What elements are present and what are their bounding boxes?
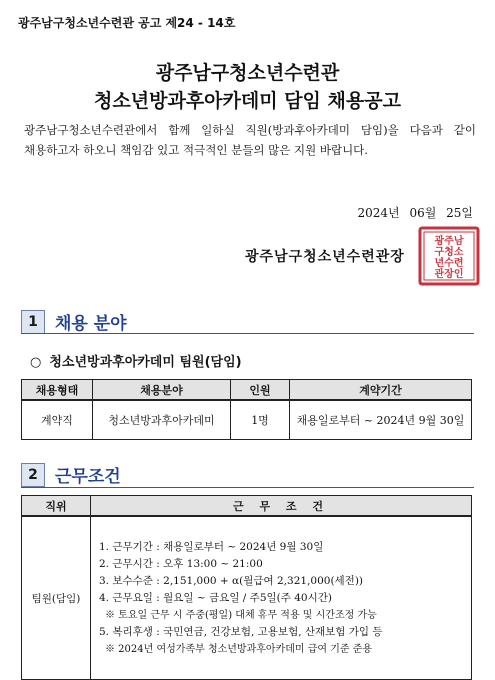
circle-bullet-icon: ○ [30, 355, 42, 370]
table-header-row [22, 380, 472, 401]
table-header: 채용분야 [93, 380, 231, 401]
section-recruitment [21, 309, 127, 334]
table-row [22, 516, 472, 680]
page-title-line2: 청소년방과후아카데미 담임 채용공고 [94, 90, 401, 112]
table-header: 계약기간 [290, 380, 472, 401]
section-label: 근무조건 [55, 467, 121, 487]
condition-line: 1. 근무기간 : 채용일로부터 ~ 2024년 9월 30일 [99, 540, 324, 553]
subheading-text: 청소년방과후아카데미 팀원(담임) [49, 355, 242, 370]
seal-text: 구청소 [434, 247, 464, 258]
role-cell: 팀원(담임) [22, 516, 91, 680]
condition-note: ※ 토요일 근무 시 주중(평일) 대체 휴무 적용 및 시간조정 가능 [105, 609, 377, 621]
table-header: 인원 [231, 380, 290, 401]
section-label: 채용 분야 [55, 314, 127, 334]
condition-line: 3. 보수수준 : 2,151,000 + α(월급여 2,321,000(세전)) [99, 574, 364, 587]
table-cell: 청소년방과후아카데미 [93, 400, 231, 440]
condition-line: 2. 근무시간 : 오후 13:00 ~ 21:00 [99, 557, 263, 570]
table-row [22, 400, 472, 440]
section-divider [21, 333, 474, 334]
condition-line: 4. 근무요일 : 월요일 ~ 금요일 / 주5일(주 40시간) [99, 591, 332, 604]
organization-name: 광주남구청소년수련관장 [245, 249, 405, 265]
condition-line: 5. 복리후생 : 국민연금, 건강보험, 고용보험, 산재보험 가입 등 [99, 625, 383, 638]
recruitment-table [21, 379, 472, 440]
notice-number: 광주남구청소년수련관 공고 제24 - 14호 [18, 16, 236, 30]
intro-paragraph: 광주남구청소년수련관에서 함께 일하실 직원(방과후아카데미 담임)을 다음과 같이 채용하고자 하오니 책임감 있고 적극적인 분들의 많은 지원 바랍니다. [24, 123, 476, 157]
table-header-row [22, 496, 472, 517]
conditions-cell [91, 516, 472, 680]
table-cell: 채용일로부터 ~ 2024년 9월 30일 [290, 400, 472, 440]
section-number: 2 [21, 463, 45, 487]
table-header: 근 무 조 건 [91, 496, 472, 517]
seal-text: 광주남 [434, 236, 464, 247]
table-cell: 계약직 [22, 400, 93, 440]
seal-text: 관장인 [434, 269, 464, 280]
table-cell: 1명 [231, 400, 290, 440]
official-seal-icon [418, 226, 480, 286]
conditions-table [21, 495, 472, 680]
section-divider [21, 487, 474, 488]
section-number: 1 [21, 310, 45, 334]
condition-note: ※ 2024년 여성가족부 청소년방과후아카데미 급여 기준 준용 [105, 643, 373, 655]
page-title-line1: 광주남구청소년수련관 [155, 62, 340, 84]
subheading [30, 351, 242, 370]
seal-text: 년수련 [434, 258, 464, 269]
notice-date: 2024년 06월 25일 [357, 206, 473, 220]
section-conditions [21, 462, 121, 487]
table-header: 직위 [22, 496, 91, 517]
table-header: 채용형태 [22, 380, 93, 401]
